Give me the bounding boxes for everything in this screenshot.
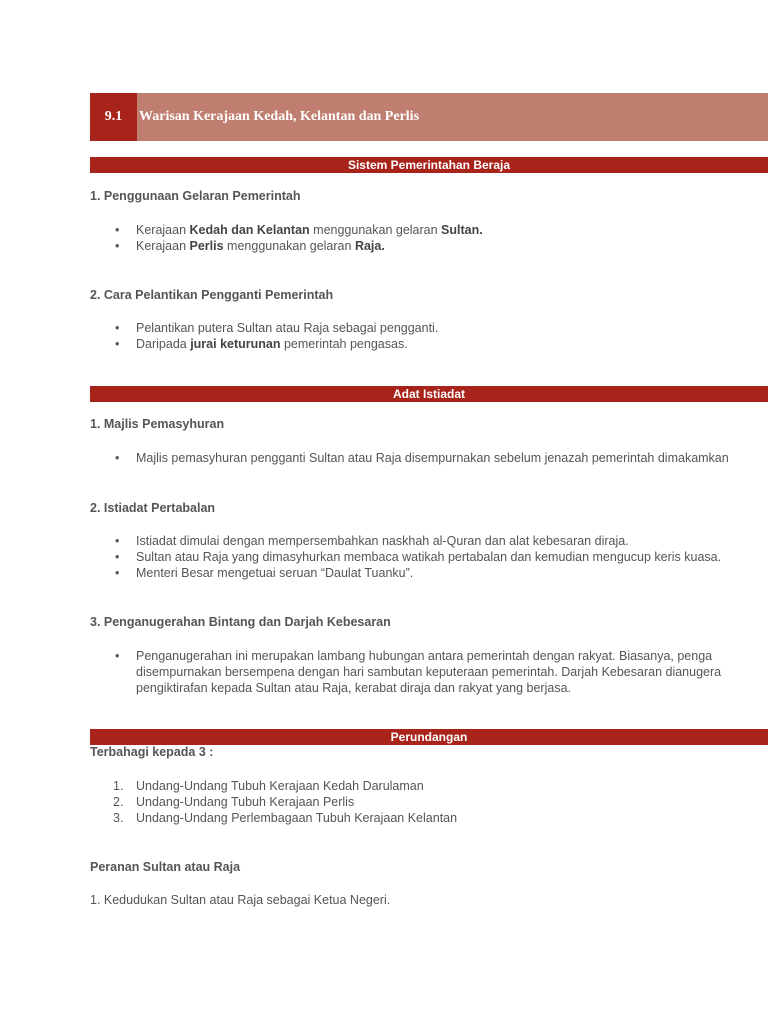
heading-istiadat-pertabalan: 2. Istiadat Pertabalan (90, 501, 216, 515)
paragraph-kedudukan: 1. Kedudukan Sultan atau Raja sebagai Ketua Negeri. (90, 893, 391, 907)
paragraph-line: disempurnakan bersempena dengan hari sambutan keputeraan pemerintah. Darjah Kebesaran dianugera (136, 664, 722, 679)
list-item: • Pelantikan putera Sultan atau Raja sebagai pengganti. (90, 321, 438, 337)
section-title: Warisan Kerajaan Kedah, Kelantan dan Perlis (139, 109, 420, 124)
list-item: • Kerajaan Perlis menggunakan gelaran Raja. (90, 239, 483, 255)
list-undang-undang (90, 779, 457, 826)
paragraph-line: pengiktirafan kepada Sultan atau Raja, kerabat diraja dan rakyat yang berjasa. (136, 680, 572, 695)
band-sistem-pemerintahan: Sistem Pemerintahan Beraja (90, 157, 768, 173)
list-item: 1. Undang-Undang Tubuh Kerajaan Kedah Darulaman (113, 779, 424, 793)
list-item: 3. Undang-Undang Perlembagaan Tubuh Kerajaan Kelantan (113, 810, 458, 825)
paragraph-line: Penganugerahan ini merupakan lambang hubungan antara pemerintah dengan rakyat. Biasanya, penga (136, 649, 713, 663)
list-item: • Istiadat dimulai dengan mempersembahkan naskhah al-Quran dan alat kebesaran diraja. (90, 534, 721, 550)
list-penganugerahan (90, 649, 721, 696)
list-item: • Majlis pemasyhuran pengganti Sultan atau Raja disempurnakan sebelum jenazah pemerintah dimakamkan (90, 451, 729, 467)
list-pemasyhuran (90, 451, 729, 467)
band-perundangan: Perundangan (90, 729, 768, 745)
list-pertabalan (90, 534, 721, 581)
heading-penganugerahan: 3. Penganugerahan Bintang dan Darjah Kebesaran (90, 615, 391, 629)
heading-penggunaan-gelaran: 1. Penggunaan Gelaran Pemerintah (90, 189, 301, 203)
list-pelantikan (90, 321, 438, 353)
list-gelaran (90, 223, 483, 255)
list-item: • Kerajaan Kedah dan Kelantan menggunakan gelaran Sultan. (90, 223, 483, 239)
band-adat-istiadat: Adat Istiadat (90, 386, 768, 402)
heading-peranan-sultan: Peranan Sultan atau Raja (90, 860, 241, 874)
list-item (90, 649, 721, 696)
heading-majlis-pemasyhuran: 1. Majlis Pemasyhuran (90, 417, 225, 431)
list-item: • Sultan atau Raja yang dimasyhurkan membaca watikah pertabalan dan kemudian mengucup keris kuasa. (90, 550, 721, 566)
list-item: • Menteri Besar mengetuai seruan “Daulat Tuanku”. (90, 566, 721, 582)
section-number: 9.1 (90, 93, 137, 141)
list-item: 2. Undang-Undang Tubuh Kerajaan Perlis (113, 794, 355, 809)
section-title-bar (90, 93, 768, 141)
list-item: • Daripada jurai keturunan pemerintah pengasas. (90, 337, 438, 353)
heading-cara-pelantikan: 2. Cara Pelantikan Pengganti Pemerintah (90, 288, 334, 302)
perundangan-intro: Terbahagi kepada 3 : (90, 745, 214, 759)
